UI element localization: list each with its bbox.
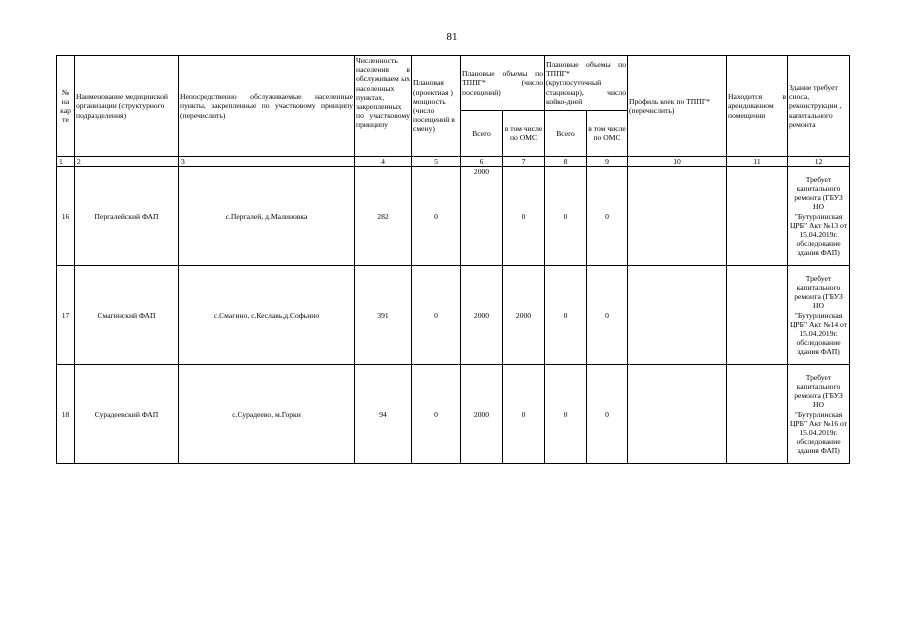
facility-name: Сурадеевский ФАП (75, 365, 179, 464)
header-col1: № на кар те (57, 56, 75, 157)
building-remark: Требует капитального ремонта (ГБУЗ НО "Бутурлинская ЦРБ" Акт №16 от 15.04.2019г. обследование здания ФАП) (788, 365, 850, 464)
column-number: 7 (503, 157, 545, 167)
column-number: 1 (57, 157, 75, 167)
beds-total: 0 (545, 365, 587, 464)
building-remark: Требует капитального ремонта (ГБУЗ НО "Бутурлинская ЦРБ" Акт №13 от 15.04.2019г. обследование здания ФАП) (788, 167, 850, 266)
header-col3: Непосредственно обслуживаемые населенные пункты, закрепленные по участковому принципу (перечислить) (179, 56, 355, 157)
population: 282 (355, 167, 412, 266)
visits-total: 2000 (461, 266, 503, 365)
beds-total: 0 (545, 266, 587, 365)
column-number: 9 (587, 157, 628, 167)
header-col5: Плановая (проектная ) мощность (число посещений в смену) (412, 56, 461, 157)
visits-total: 2000 (461, 167, 503, 266)
population: 94 (355, 365, 412, 464)
facilities-table (56, 55, 850, 464)
beds-oms: 0 (587, 266, 628, 365)
column-number: 5 (412, 157, 461, 167)
header-col8-9: Плановые объемы по ТППГ* (круглосуточный стационар), число койко-дней (545, 56, 628, 111)
bed-profile (628, 167, 727, 266)
page-number: 81 (446, 31, 458, 43)
column-number: 10 (628, 157, 727, 167)
visits-oms: 0 (503, 167, 545, 266)
visits-oms: 2000 (503, 266, 545, 365)
header-col4: Численность населения в обслуживаем ых населенных пунктах, закрепленных по участковому принципу (355, 56, 412, 157)
settlements: с.Пергалей, д.Малиновка (179, 167, 355, 266)
sub-header-beds-oms: в том числе по ОМС (587, 110, 628, 156)
rented-premises (727, 365, 788, 464)
column-number: 3 (179, 157, 355, 167)
bed-profile (628, 365, 727, 464)
column-number-row (57, 157, 850, 167)
capacity: 0 (412, 365, 461, 464)
capacity: 0 (412, 167, 461, 266)
header-col11: Находится в арендованном помещении (727, 56, 788, 157)
rented-premises (727, 266, 788, 365)
facility-name: Пергалейский ФАП (75, 167, 179, 266)
header-row (57, 56, 850, 111)
table-row (57, 365, 850, 464)
column-number: 11 (727, 157, 788, 167)
settlements: с.Смагино, с.Кеславь,д.Софьино (179, 266, 355, 365)
header-col12: Здание требует сноса, реконструкции , капитального ремонта (788, 56, 850, 157)
beds-oms: 0 (587, 167, 628, 266)
header-col2: Наименование медицинской организации (структурного подразделения) (75, 56, 179, 157)
row-number: 17 (57, 266, 75, 365)
capacity: 0 (412, 266, 461, 365)
visits-oms: 0 (503, 365, 545, 464)
row-number: 16 (57, 167, 75, 266)
table-row (57, 167, 850, 266)
facility-name: Смагинский ФАП (75, 266, 179, 365)
row-number: 18 (57, 365, 75, 464)
column-number: 6 (461, 157, 503, 167)
column-number: 4 (355, 157, 412, 167)
building-remark: Требует капитального ремонта (ГБУЗ НО "Бутурлинская ЦРБ" Акт №14 от 15.04.2019г. обследование здания ФАП) (788, 266, 850, 365)
beds-total: 0 (545, 167, 587, 266)
sub-header-visits-total: Всего (461, 110, 503, 156)
rented-premises (727, 167, 788, 266)
column-number: 8 (545, 157, 587, 167)
sub-header-beds-total: Всего (545, 110, 587, 156)
beds-oms: 0 (587, 365, 628, 464)
header-col6-7: Плановые объемы по ТППГ* (число посещений) (461, 56, 545, 111)
column-number: 2 (75, 157, 179, 167)
settlements: с.Сурадеево, м.Горки (179, 365, 355, 464)
header-col10: Профиль коек по ТППГ* (перечислить) (628, 56, 727, 157)
sub-header-visits-oms: в том числе по ОМС (503, 110, 545, 156)
visits-total: 2000 (461, 365, 503, 464)
table-row (57, 266, 850, 365)
column-number: 12 (788, 157, 850, 167)
bed-profile (628, 266, 727, 365)
population: 391 (355, 266, 412, 365)
